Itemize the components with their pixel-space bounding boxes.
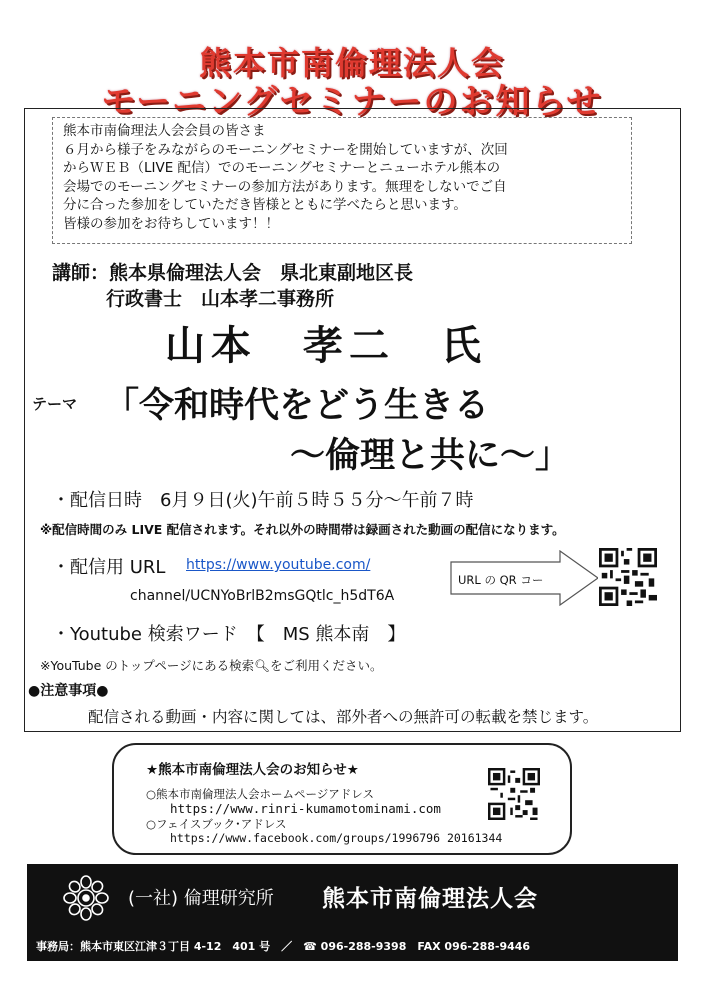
theme-line-1: 「令和時代をどう生きる [104, 386, 490, 426]
title-line-2: モーニングセミナーのお知らせ [101, 82, 603, 122]
intro-box [52, 117, 632, 244]
intro-line: 分に合った参加をしていただき皆様とともに学べたらと思います。 [63, 197, 467, 214]
channel-path: channel/UCNYoBrlB2msGQtlc_h5dT6A [130, 588, 395, 604]
search-word: ・Youtube 検索ワード 【 MS 熊本南 】 [52, 624, 406, 645]
live-note: ※配信時間のみ LIVE 配信されます。それ以外の時間帯は録画された動画の配信になります。 [40, 522, 565, 537]
lecturer-title: 講師：熊本県倫理法人会 県北東副地区長 [52, 262, 414, 284]
fb-label: ○フェイスブック･アドレス [146, 817, 287, 831]
search-note-end: をご利用ください。 [270, 658, 383, 673]
qr-code-icon [598, 548, 658, 606]
magnifier-icon: 🔍︎ [254, 658, 271, 673]
intro-line: 熊本市南倫理法人会会員の皆さま [63, 123, 266, 139]
search-note: ※YouTube のトップページにある検索 [40, 658, 255, 673]
organization-emblem-icon [62, 874, 110, 922]
info-heading: ★熊本市南倫理法人会のお知らせ★ [146, 762, 359, 778]
qr-code-icon [488, 768, 540, 820]
intro-line: 会場でのモーニングセミナーの参加方法があります。無理をしないでご自 [63, 178, 507, 195]
broadcast-date: ・配信日時 6月９日(火)午前５時５５分～午前７時 [52, 490, 474, 511]
intro-line: からＷＥＢ（LIVE 配信）でのモーニングセミナーとニューホテル熊本の [63, 160, 501, 177]
caution-text: 配信される動画・内容に関しては、部外者への無許可の転載を禁じます。 [88, 708, 599, 726]
theme-line-2: ～倫理と共に～」 [290, 436, 571, 476]
qr-arrow-text: URL の QR コー [458, 573, 544, 587]
lecturer-name: 山本 孝二 氏 [165, 323, 487, 369]
hp-url[interactable]: https://www.rinri-kumamotominami.com [170, 801, 441, 816]
theme-label: テーマ [32, 395, 78, 413]
hp-label: ○熊本市南倫理法人会ホームページアドレス [146, 787, 374, 801]
org-name: 熊本市南倫理法人会 [322, 886, 538, 912]
intro-line: 皆様の参加をお待ちしています！！ [63, 215, 279, 232]
intro-line: ６月から様子をみながらのモーニングセミナーを開始していますが、次回 [63, 141, 508, 158]
org-prefix: (一社) 倫理研究所 [128, 888, 274, 909]
youtube-link[interactable]: https://www.youtube.com/ [186, 557, 371, 573]
caution-heading: ●注意事項● [28, 683, 109, 699]
fb-url[interactable]: https://www.facebook.com/groups/1996796 20161344 [170, 831, 503, 845]
url-label: ・配信用 URL [52, 557, 166, 578]
office-info: 事務局：熊本市東区江津３丁目 4-12 401 号 ／ ☎ 096-288-9398 FAX 096-288-9446 [36, 940, 531, 953]
title-line-1: 熊本市南倫理法人会 [198, 44, 505, 82]
lecturer-office: 行政書士 山本孝二事務所 [106, 288, 335, 310]
